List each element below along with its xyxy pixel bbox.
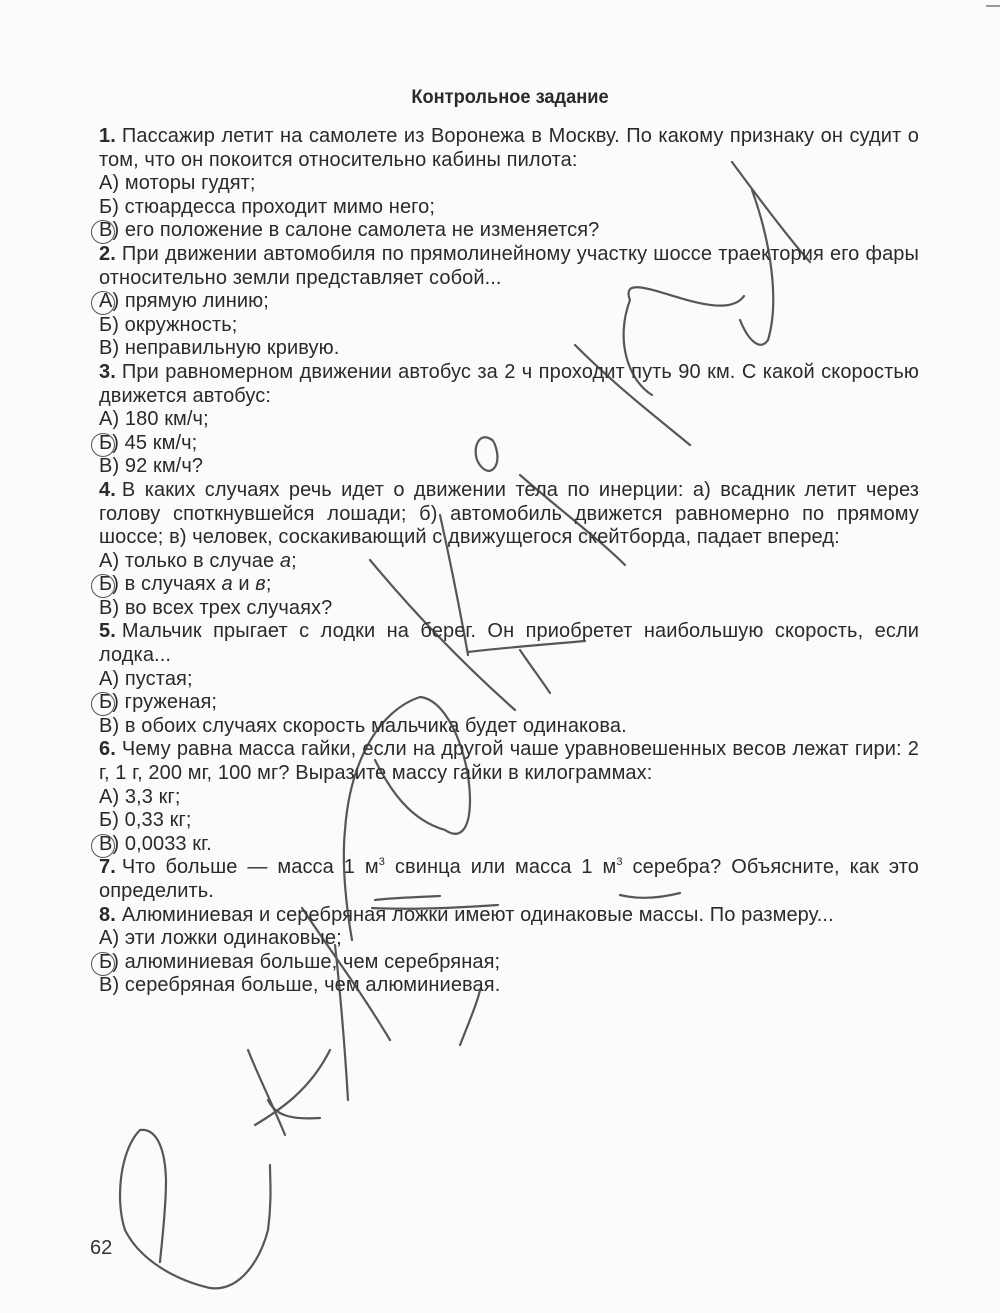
question-5 bbox=[99, 620, 919, 738]
option-label: Б) bbox=[99, 573, 119, 596]
page-number: 62 bbox=[90, 1237, 113, 1259]
pencil-stroke bbox=[255, 1050, 330, 1125]
question-number: 4. bbox=[99, 478, 116, 501]
answer-option[interactable] bbox=[99, 597, 919, 621]
question-text: свинца или масса 1 м bbox=[384, 856, 617, 879]
question-number: 3. bbox=[99, 360, 116, 383]
option-label: А) bbox=[99, 408, 120, 431]
option-italic: в bbox=[255, 573, 266, 596]
option-text: окружность; bbox=[124, 313, 238, 336]
option-text: 3,3 кг; bbox=[124, 785, 181, 808]
option-text: его положение в салоне самолета не изменяется? bbox=[124, 219, 600, 242]
option-text: стюардесса проходит мимо него; bbox=[124, 195, 436, 218]
question-text: Мальчик прыгает с лодки на берег. Он приобретет наибольшую скорость, если лодка... bbox=[99, 620, 919, 667]
option-label: Б) bbox=[99, 313, 119, 336]
question-text: Пассажир летит на самолете из Воронежа в Москву. По какому признаку он судит о том, что он покоится относительно кабины пилота: bbox=[99, 125, 919, 171]
option-text: серебряная больше, чем алюминиевая. bbox=[124, 974, 501, 997]
question-text: Что больше — масса 1 м bbox=[121, 856, 379, 879]
option-label: А) bbox=[99, 172, 120, 195]
option-text: 45 км/ч; bbox=[124, 431, 198, 454]
option-text: пустая; bbox=[124, 667, 193, 690]
question-number: 7. bbox=[99, 856, 116, 879]
option-label: Б) bbox=[99, 431, 119, 454]
question-6 bbox=[99, 738, 919, 856]
answer-option[interactable] bbox=[99, 833, 919, 857]
option-text: 0,0033 кг. bbox=[124, 832, 212, 855]
pencil-stroke bbox=[140, 1130, 166, 1262]
page-title: Контрольное задание bbox=[411, 87, 609, 108]
option-label: А) bbox=[99, 549, 120, 572]
option-text: в случаях bbox=[124, 573, 222, 596]
option-label: Б) bbox=[99, 691, 119, 714]
option-label: А) bbox=[99, 667, 120, 690]
option-italic: а bbox=[279, 549, 292, 572]
option-label: В) bbox=[99, 337, 120, 360]
answer-option[interactable] bbox=[99, 172, 919, 196]
answer-option[interactable] bbox=[99, 691, 919, 715]
answer-option[interactable] bbox=[99, 550, 919, 574]
option-label: А) bbox=[99, 290, 120, 313]
pencil-stroke bbox=[248, 1050, 285, 1135]
question-number: 1. bbox=[99, 125, 116, 147]
option-label: Б) bbox=[99, 950, 119, 973]
answer-option[interactable] bbox=[99, 951, 919, 975]
question-text: В каких случаях речь идет о движении тела по инерции: а) всадник летит через голову споткнувшейся лошади; б) автомобиль движется равномерно по прямому шоссе; в) человек, соскакивающий с движущегося скейтборда, падает вперед: bbox=[99, 478, 919, 549]
option-text: прямую линию; bbox=[124, 290, 269, 313]
question-3 bbox=[99, 361, 919, 479]
answer-option[interactable] bbox=[99, 408, 919, 432]
answer-option[interactable] bbox=[99, 314, 919, 338]
option-mid: и bbox=[232, 573, 256, 596]
option-text: алюминиевая больше, чем серебряная; bbox=[124, 950, 501, 973]
question-number: 8. bbox=[99, 903, 116, 926]
answer-option[interactable] bbox=[99, 196, 919, 220]
option-suffix: ; bbox=[291, 549, 297, 572]
superscript: 3 bbox=[378, 856, 385, 869]
option-text: эти ложки одинаковые; bbox=[124, 927, 342, 950]
answer-option[interactable] bbox=[99, 668, 919, 692]
option-text: в обоих случаях скорость мальчика будет одинакова. bbox=[124, 714, 627, 737]
answer-option[interactable] bbox=[99, 927, 919, 951]
scan-edge-mark bbox=[986, 5, 1000, 7]
answer-option[interactable] bbox=[99, 715, 919, 739]
option-text: 0,33 кг; bbox=[124, 809, 192, 832]
question-text: Алюминиевая и серебряная ложки имеют одинаковые массы. По размеру... bbox=[121, 903, 834, 926]
question-4 bbox=[99, 479, 919, 621]
answer-option[interactable] bbox=[99, 455, 919, 479]
question-text: серебра? Объясните, как это определить. bbox=[99, 856, 919, 902]
question-text: При движении автомобиля по прямолинейному участку шоссе траектория его фары относительно земли представляет собой... bbox=[99, 242, 919, 289]
option-text: 92 км/ч? bbox=[124, 455, 204, 478]
pencil-stroke bbox=[460, 990, 480, 1045]
pencil-stroke bbox=[268, 1100, 320, 1118]
option-suffix: ; bbox=[265, 573, 272, 596]
answer-option[interactable] bbox=[99, 219, 919, 243]
option-label: А) bbox=[99, 927, 120, 950]
question-list bbox=[99, 125, 919, 998]
option-text: 180 км/ч; bbox=[124, 408, 209, 431]
superscript: 3 bbox=[616, 856, 623, 869]
question-2 bbox=[99, 243, 919, 361]
question-1 bbox=[99, 125, 919, 243]
question-8 bbox=[99, 904, 919, 998]
answer-option[interactable] bbox=[99, 432, 919, 456]
answer-option[interactable] bbox=[99, 974, 919, 998]
option-label: В) bbox=[99, 455, 120, 478]
answer-option[interactable] bbox=[99, 337, 919, 361]
answer-option[interactable] bbox=[99, 573, 919, 597]
option-label: В) bbox=[99, 219, 120, 242]
option-text: только в случае bbox=[124, 549, 280, 572]
option-text: груженая; bbox=[124, 691, 218, 714]
option-label: В) bbox=[99, 714, 120, 737]
option-italic: а bbox=[221, 573, 233, 596]
question-number: 5. bbox=[99, 620, 116, 643]
option-label: В) bbox=[99, 974, 120, 997]
question-text: При равномерном движении автобус за 2 ч проходит путь 90 км. С какой скоростью движется автобус: bbox=[99, 360, 919, 407]
question-7 bbox=[99, 856, 919, 903]
option-label: Б) bbox=[99, 195, 119, 218]
option-text: неправильную кривую. bbox=[124, 337, 340, 360]
pencil-stroke bbox=[120, 1130, 271, 1288]
answer-option[interactable] bbox=[99, 809, 919, 833]
option-text: моторы гудят; bbox=[124, 172, 256, 195]
option-text: во всех трех случаях? bbox=[124, 596, 333, 619]
option-label: В) bbox=[99, 596, 120, 619]
answer-option[interactable] bbox=[99, 290, 919, 314]
question-text: Чему равна масса гайки, если на другой чаше уравновешенных весов лежат гири: 2 г, 1 г, 200 мг, 100 мг? Выразите массу гайки в килограммах: bbox=[99, 738, 919, 785]
option-label: В) bbox=[99, 832, 120, 855]
answer-option[interactable] bbox=[99, 786, 919, 810]
option-label: Б) bbox=[99, 809, 119, 832]
question-number: 6. bbox=[99, 738, 116, 761]
option-label: А) bbox=[99, 785, 120, 808]
question-number: 2. bbox=[99, 242, 116, 265]
